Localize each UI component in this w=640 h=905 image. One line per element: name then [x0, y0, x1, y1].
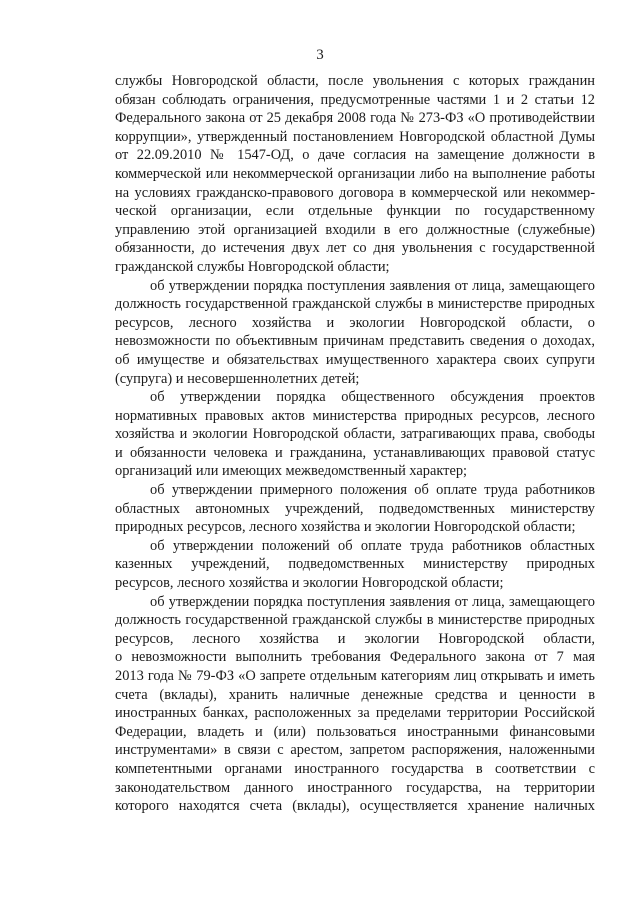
text-line: 2013 года № 79-ФЗ «О запрете отдельным категориям лиц открывать и иметь [115, 668, 595, 684]
text-line: управлению этой организацией входили в его должностные (служебные) [115, 221, 595, 238]
text-line: инструментами» в связи с арестом, запретом распоряжения, наложенными [115, 742, 595, 759]
text-line: счета (вклады), хранить наличные денежные средства и ценности в [115, 686, 595, 703]
text-line: областных автономных учреждений, подведомственных министерству [115, 500, 595, 517]
text-line: службы Новгородской области, после увольнения с которых гражданин [115, 73, 595, 89]
text-line: и обязанности человека и гражданина, устанавливающих правовой статус [115, 444, 595, 461]
text-line: Федерального закона от 25 декабря 2008 года № 273-ФЗ «О противодействии [115, 110, 595, 127]
text-line: обязанности, до истечения двух лет со дня увольнения с государственной [115, 240, 595, 257]
text-line: законодательством данного иностранного государства, на территории [115, 779, 595, 796]
text-line: ресурсов, лесного хозяйства и экологии Новгородской области, [115, 630, 595, 647]
text-line: невозможности по объективным причинам представить сведения о доходах, [115, 333, 595, 350]
text-line: компетентными органами иностранного государства в соответствии с [115, 760, 595, 777]
text-line: об утверждении примерного положения об оплате труда работников [150, 482, 595, 499]
text-line: коммерческой или некоммерческой организации либо на выполнение работы [115, 165, 595, 182]
text-line: должность государственной гражданской службы в министерстве природных [115, 612, 595, 629]
text-line: об утверждении положений об оплате труда работников областных [150, 537, 595, 554]
text-line: об утверждении порядка общественного обсуждения проектов [150, 389, 595, 406]
text-line: об имуществе и обязательствах имущественного характера своих супруги [115, 351, 595, 368]
text-line: обязан соблюдать ограничения, предусмотренные частями 1 и 2 статьи 12 [115, 91, 595, 108]
text-line: нормативных правовых актов министерства природных ресурсов, лесного [115, 407, 595, 424]
text-line: природных ресурсов, лесного хозяйства и экологии Новгородской области; [115, 519, 576, 536]
text-line: Федерации, владеть и (или) пользоваться иностранными финансовыми [115, 723, 595, 740]
text-line: (супруга) и несовершеннолетних детей; [115, 370, 360, 387]
text-line: об утверждении порядка поступления заявления от лица, замещающего [150, 277, 595, 294]
text-line: казенных учреждений, подведомственных министерству природных [115, 556, 595, 573]
page-number: 3 [316, 47, 324, 63]
text-line: организаций или имеющих межведомственный характер; [115, 463, 468, 480]
text-line: гражданской службы Новгородской области; [115, 258, 390, 275]
document-body [115, 72, 595, 816]
text-line: об утверждении порядка поступления заявления от лица, замещающего [150, 593, 595, 610]
text-line: ресурсов, лесного хозяйства и экологии Новгородской области, о [115, 314, 595, 331]
text-line: должность государственной гражданской службы в министерстве природных [115, 296, 595, 313]
text-line: иностранных банках, расположенных за пределами территории Российской [115, 705, 595, 722]
text-line: хозяйства и экологии Новгородской области, затрагивающих права, свободы [115, 426, 595, 443]
text-line: ческой организации, если отдельные функции по государственному [115, 203, 595, 220]
text-line: на условиях гражданско-правового договора в коммерческой или некоммер- [115, 184, 595, 201]
text-line: которого находятся счета (вклады), осуществляется хранение наличных [115, 798, 595, 815]
text-line: от 22.09.2010 № 1547-ОД, о даче согласия на замещение должности в [115, 147, 595, 164]
text-line: коррупции», утвержденный постановлением Новгородской областной Думы [115, 128, 595, 145]
text-line: ресурсов, лесного хозяйства и экологии Новгородской области; [115, 575, 504, 592]
text-line: о невозможности выполнить требования Федерального закона от 7 мая [115, 649, 595, 666]
